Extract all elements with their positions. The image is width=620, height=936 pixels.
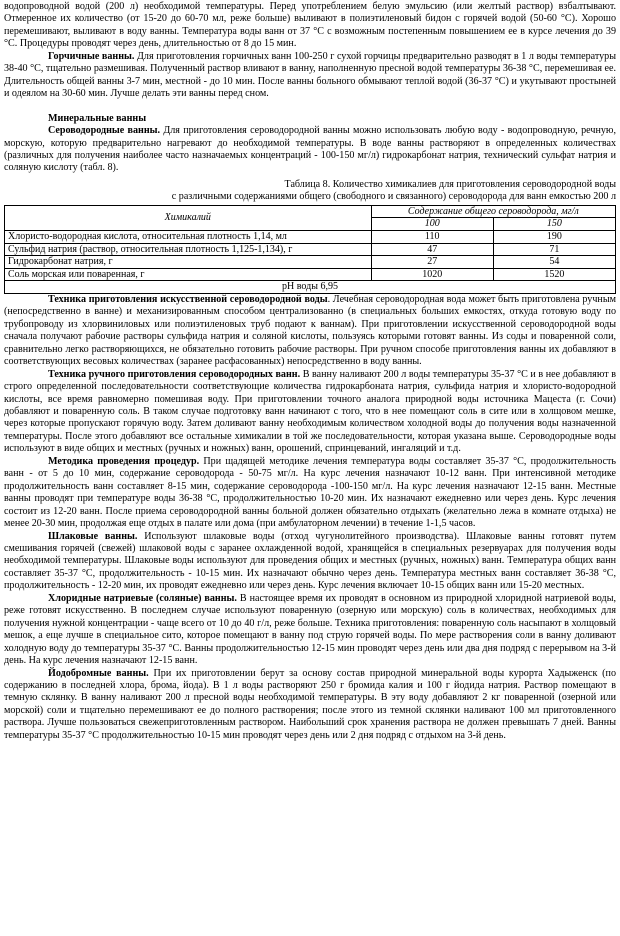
- table-cell-150: 71: [493, 243, 615, 256]
- manual-preparation-text: В ванну наливают 200 л воды температуры 35-37 °С и в нее добавляют в строго определенной последовательности соответствующие количества гидрокарбоната натрия, сульфида натрия и хлористо-водородной кислоты, все время равномерно помешивая воду. При приготовлении точного аналога природной воды источника Мацеста (г. Сочи) добавляют и поваренную соль. В таком случае подготовку ванн начинают с того, что в нее помещают соль в сите или в холщовом мешке, через которые пропускают горячую воду. Затем доливают ванну необходимым количеством холодной воды до получения воды назначенной температуры. После этого добавляют все остальные химикалии в той же последовательности, которая указана выше. Сероводородные воды используют в виде общих и местных (ручных и ножных) ванн, орошений, спринцеваний, ингаляций и т.д.: [4, 368, 616, 455]
- table-caption-line2: с различными содержаниями общего (свободного и связанного) сероводорода для ванн емкостью 200 л: [171, 191, 616, 203]
- section-gap: [4, 101, 616, 113]
- artificial-water-text: . Лечебная сероводородная вода может быть приготовлена ручным (непосредственно в ванне) и механизированным способом централизованно (в специальных больших емкостях, откуда готовую воду по трубопроводу из хлорвиниловых или полиэтиленовых труб подают к ваннам). При приготовлении искусственной сероводородной воды сначала получают рабочие растворы сульфида натрия и соляной кислоты, пользуясь которыми готовят ванны. Из соды и поваренной соли, сравнительно легко растворяющихся, не обязательно готовить рабочие растворы. При ручном способе приготовления ванны их добавляют в соответствующих весовых количествах (заранее расфасованных) непосредственно в воду ванны.: [4, 293, 616, 368]
- table-cell-100: 27: [371, 256, 493, 269]
- table-cell-chemical: Соль морская или поваренная, г: [5, 268, 372, 281]
- table-cell-100: 47: [371, 243, 493, 256]
- mustard-bath-text: Для приготовления горчичных ванн 100-250 г сухой горчицы предварительно разводят в 1 л воды температуры 38-40 °С, тщательно размешивая. Полученный раствор вливают в ванну, наполненную пресной водой температуры 36-38 °С, перемешивая ее. Длительность общей ванны 3-7 мин, местной - до 10 мин. После ванны больного обмывают теплой водой (36-37 °С) и укутывают простыней и одеялом на 30-60 мин. Лучше делать эти ванны перед сном.: [4, 50, 616, 100]
- table-header-row: [5, 205, 616, 218]
- slag-bath-paragraph: [4, 531, 616, 593]
- table-caption-line1: Таблица 8. Количество химикалиев для приготовления сероводородной воды: [284, 178, 616, 190]
- table-footer-ph: pH воды 6,95: [5, 281, 616, 294]
- chloride-bath-heading: Хлоридные натриевые (соляные) ванны.: [48, 592, 237, 604]
- table-cell-chemical: Хлористо-водородная кислота, относительная плотность 1,14, мл: [5, 230, 372, 243]
- chloride-bath-paragraph: [4, 593, 616, 668]
- table-cell-100: 110: [371, 230, 493, 243]
- slag-bath-text: Используют шлаковые воды (отход чугунолитейного производства). Шлаковые ванны готовят путем смешивания горячей (свежей) шлаковой воды с заранее охлажденной водой, хранящейся в специальных резервуарах для получения воды необходимой температуры. Шлаковые воды используют для проведения общих и местных (ручных, ножных) ванн. Температура общих ванн составляет 35-37 °С, продолжительность - 10-15 мин. Их назначают обычно через день. Температура местных ванн составляет 36-38 °С, продолжительность - 12-20 мин, их проводят ежедневно или через день. Курс лечения включает 10-15 общих ванн или 15-20 местных.: [4, 530, 616, 592]
- table-row: [5, 256, 616, 269]
- table-cell-150: 190: [493, 230, 615, 243]
- table-row: [5, 243, 616, 256]
- manual-preparation-paragraph: [4, 369, 616, 456]
- mineral-baths-heading: Минеральные ванны: [48, 112, 147, 124]
- mustard-bath-heading: Горчичные ванны.: [48, 50, 135, 62]
- iodine-bromine-text: При их приготовлении берут за основу состав природной минеральной воды курорта Хадыженск (по содержанию в последней хлора, брома, йода). В 1 л воды растворяют 250 г бромида калия и 100 г йодида натрия. Раствор помещают в темную склянку. В ванну наливают 200 л пресной воды необходимой температуры. В эту воду добавляют 2 кг поваренной (озерной или морской) соли и тщательно перемешивают ее до полного растворения; после этого из темной склянки наливают 100 мл приготовленного раствора. Лучше пользоваться свежеприготовленным раствором. Наибольший срок хранения раствора не должен превышать 7 дней. Ванны температуры 35-37 °С продолжительностью 10-15 мин проводят через день или 2 дня подряд с отдыхом на 3-й день.: [4, 667, 616, 741]
- table-row: [5, 268, 616, 281]
- procedure-method-text: При щадящей методике лечения температура воды составляет 35-37 °С, продолжительность ванн - от 5 до 10 мин, содержание сероводорода - 50-75 мг/л. На курс лечения назначают 10-12 ванн. При интенсивной методике продолжительность ванн составляет 8-15 мин, содержание сероводорода -100-150 мг/л. На курс лечения назначают 12-15 ванн. Местные ванны проводят при температуре воды 36-38 °С, продолжительностью 10-20 мин. Их назначают ежедневно или через день. Курс лечения состоит из 12-20 ванн. После приема сероводородной ванны больной должен обязательно отдыхать (желательно лежа в комнате отдыха) не менее 20-30 мин, продолжая еще отдых в палате или дома (при амбулаторном лечении) в течение 1-1,5 часов.: [4, 455, 617, 530]
- table-cell-chemical: Гидрокарбонат натрия, г: [5, 256, 372, 269]
- chemicals-table: [4, 205, 616, 294]
- table-header-150: 150: [493, 218, 615, 231]
- table-cell-chemical: Сульфид натрия (раствор, относительная плотность 1,125-1,134), г: [5, 243, 372, 256]
- table-header-100: 100: [371, 218, 493, 231]
- artificial-water-heading: Техника приготовления искусственной сероводородной воды: [48, 293, 328, 305]
- hydrogen-sulfide-text: Для приготовления сероводородной ванны можно использовать любую воду - водопроводную, речную, морскую, которую предварительно нагревают до необходимой температуры. В воде ванны растворяют в определенных количествах (различных для получения наиболее часто назначаемых концентраций - 100-150 мг/л) гидрокарбонат натрия, технический сульфат натрия и соляную кислоту (табл. 8).: [4, 125, 616, 174]
- table-cell-150: 54: [493, 256, 615, 269]
- procedure-method-paragraph: [4, 456, 616, 531]
- procedure-method-heading: Методика проведения процедур.: [48, 455, 200, 467]
- chloride-bath-text: В настоящее время их проводят в основном из природной хлоридной натриевой воды, реже готовят искусственно. В последнем случае используют поваренную (озерную или морскую) соль в количествах, необходимых для получения нужной концентрации - чаще всего от 10 до 40 г/л, реже больше. Техника приготовления: поваренную соль насыпают в холщовый мешок, а еще лучше в специальное сито, которое помещают в ванну под струю горячей воды. По мере растворения соли в ванну доливают холодную воду до температуры 35-37 °С. Ванны продолжительностью 12-15 мин проводят через день или два дня подряд с перерывом на 3-й день. На курс лечения назначают 12-15 ванн.: [4, 592, 616, 667]
- intro-paragraph: водопроводной водой (200 л) необходимой температуры. Перед употреблением белую эмульсию (или желтый раствор) взбалтывают. Отмеренное их количество (от 15-20 до 60-70 мл, реже больше) выливают в полиэтиленовый бидон с горячей водой (50-60 °С). Хорошо перемешивают, выливают в воду ванны. Температура воды ванн от 37 °С с возможным постепенным повышением ее в курсе лечения до 39 °С. Процедуры проводят через день, длительностью от 8 до 15 мин.: [4, 1, 616, 50]
- artificial-water-paragraph: [4, 294, 616, 369]
- table-header-chemical: Химикалий: [5, 205, 372, 230]
- table-header-h2s-content: Содержание общего сероводорода, мг/л: [371, 205, 615, 218]
- table-row: [5, 230, 616, 243]
- hydrogen-sulfide-paragraph: [4, 125, 616, 175]
- slag-bath-heading: Шлаковые ванны.: [48, 530, 138, 542]
- table-cell-100: 1020: [371, 268, 493, 281]
- mustard-bath-paragraph: [4, 51, 616, 101]
- table-cell-150: 1520: [493, 268, 615, 281]
- iodine-bromine-heading: Йодобромные ванны.: [48, 667, 149, 679]
- table-footer-row: [5, 281, 616, 294]
- hydrogen-sulfide-heading: Сероводородные ванны.: [48, 125, 161, 137]
- iodine-bromine-paragraph: [4, 668, 616, 743]
- manual-preparation-heading: Техника ручного приготовления сероводородных ванн.: [48, 368, 301, 380]
